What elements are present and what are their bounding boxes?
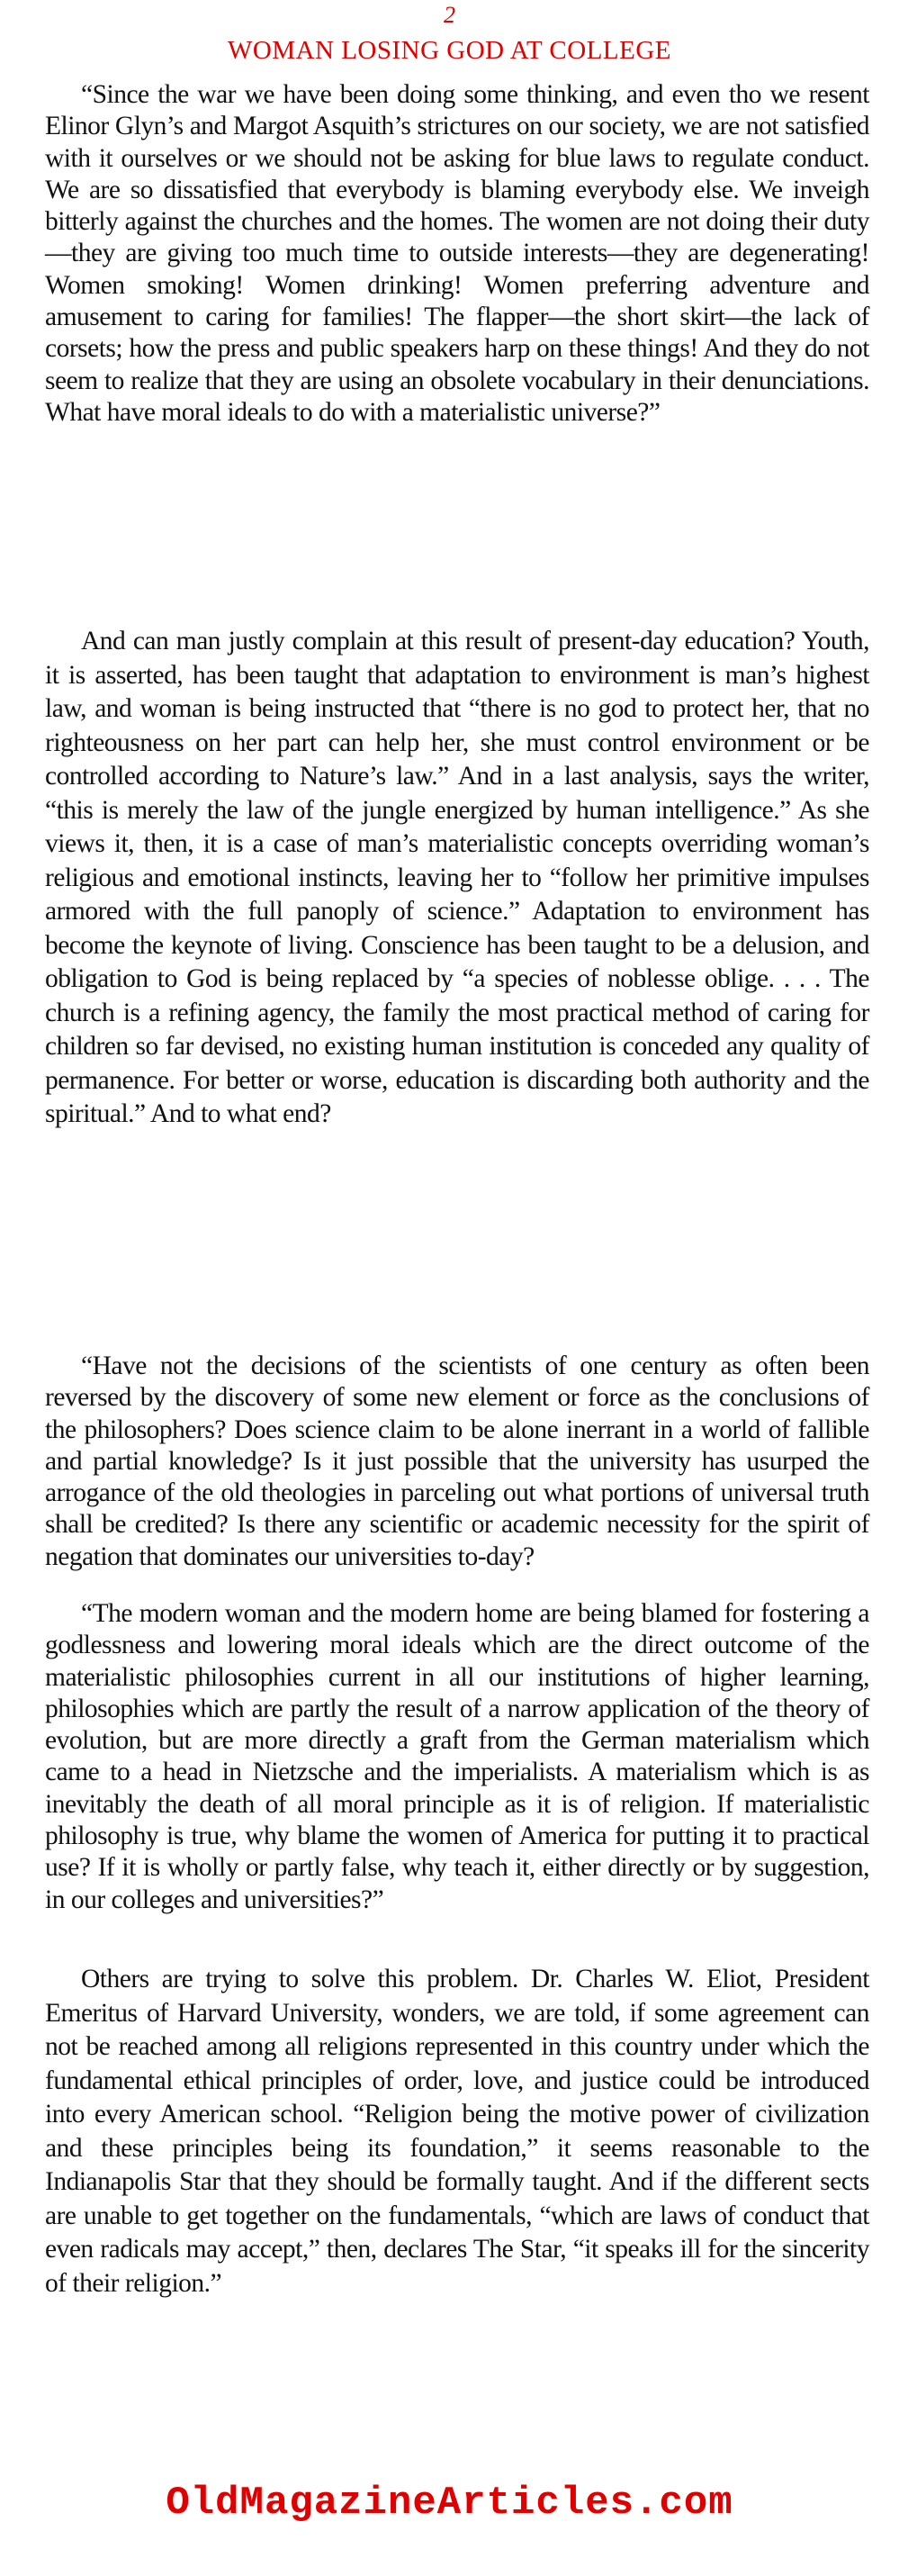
article-title: WOMAN LOSING GOD AT COLLEGE — [227, 36, 672, 65]
watermark-logo: OldMagazineArticles.com — [166, 2481, 733, 2526]
paragraph-quote-3: “Have not the decisions of the scientists of one century as often been reversed by the discovery of some new element or force as the conclusions of the philosophers? Does science claim to be alone inerrant in a world of fallible and partial knowledge? Is it just possible that the university has usurped the arrogance of the old theologies in parceling out what portions of universal truth shall be credited? Is there any scientific or academic necessity for the spirit of negation that dominates our universities to-day? — [45, 1351, 869, 1571]
paragraph-5: Others are trying to solve this problem. Dr. Charles W. Eliot, President Emeritus of Harvard University, wonders, we are told, if some agreement can not be reached among all religions represented in this country under which the fundamental ethical principles of order, love, and justice could be introduced into every American school. “Religion being the motive power of civilization and these principles being its foundation,” it seems reasonable to the Indianapolis Star that they should be formally taught. And if the different sects are unable to get together on the fundamentals, “which are laws of conduct that even radicals may accept,” then, declares The Star, “it speaks ill for the sincerity of their religion.” — [45, 1965, 869, 2298]
paragraph-2: And can man justly complain at this result of present-day education? Youth, it is asserted, has been taught that adaptation to environment is man’s highest law, and woman is being instructed that “there is no god to protect her, that no righteousness on her part can help her, she must control environment or be controlled according to Nature’s law.” And in a last analysis, says the writer, “this is merely the law of the jungle energized by human intelligence.” As she views it, then, it is a case of man’s materialistic concepts overriding woman’s religious and emotional instincts, leaving her to “follow her primitive impulses armored with the full panoply of science.” Adaptation to environment has become the keynote of living. Conscience has been taught to be a delusion, and obligation to God is being replaced by “a species of noblesse oblige. . . . The church is a refining agency, the family the most practical method of caring for children so far devised, no existing human institution is conceded any quality of permanence. For better or worse, education is discarding both authority and the spiritual.” And to what end? — [45, 627, 869, 1128]
paragraph-quote-4: “The modern woman and the modern home are being blamed for fostering a godlessness and lowering moral ideals which are the direct outcome of the materialistic philosophies current in all our institutions of higher learning, philosophies which are partly the result of a narrow application of the theory of evolution, but are more directly a graft from the German materialism which came to a head in Nietzsche and the imperialists. A materialism which is as inevitably the death of all moral principle as it is of religion. If materialistic philosophy is true, why blame the women of America for putting it to practical use? If it is wholly or partly false, why teach it, either directly or by suggestion, in our colleges and universities?” — [45, 1599, 869, 1914]
paragraph-quote-1: “Since the war we have been doing some thinking, and even tho we resent Elinor Glyn’s and Margot Asquith’s strictures on our society, we are not satisfied with it ourselves or we should not be asking for blue laws to regulate conduct. We are so dissatisfied that everybody is blaming everybody else. We inveigh bitterly against the churches and the homes. The women are not doing their duty—they are giving too much time to outside interests—they are degenerating! Women smoking! Women drinking! Women preferring adventure and amusement to caring for families! The flapper—the short skirt—the lack of corsets; how the press and public speakers harp on these things! And they do not seem to realize that they are using an obsolete vocabulary in their denunciations. What have moral ideals to do with a materialistic universe?” — [45, 80, 869, 427]
page-number: 2 — [444, 2, 455, 28]
